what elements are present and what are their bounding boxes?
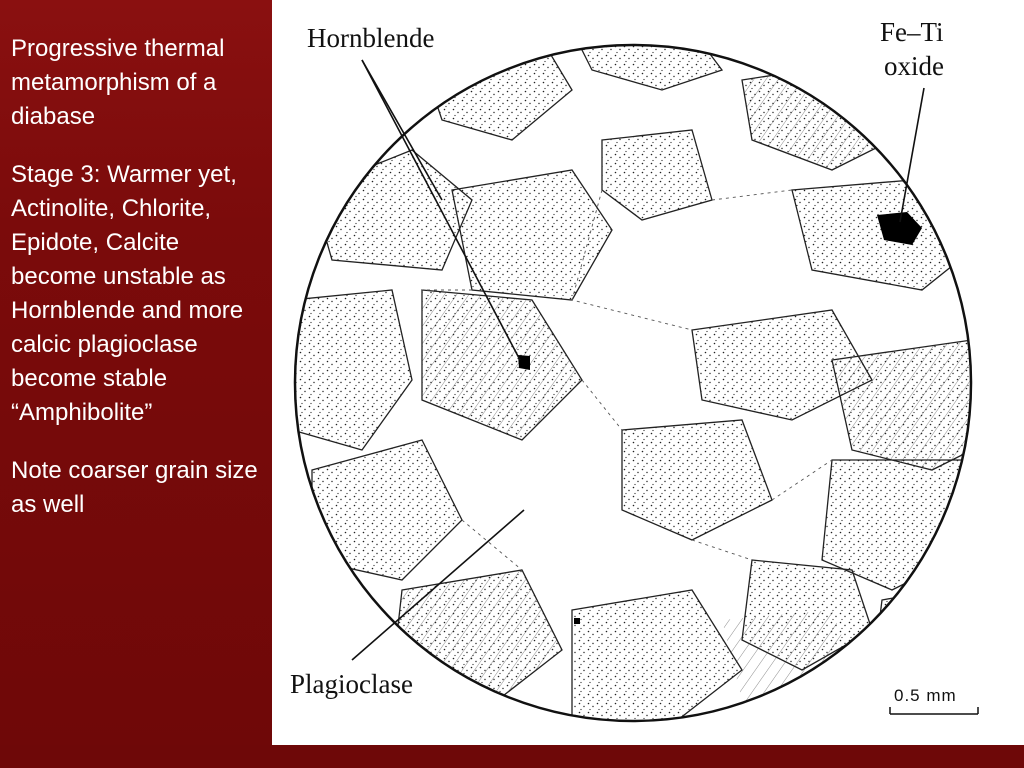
- text-panel: [0, 0, 272, 745]
- thin-section-figure: [272, 0, 1024, 745]
- scale-bar: [890, 707, 978, 714]
- scale-bar-label: 0.5 mm: [894, 686, 957, 705]
- thin-section-drawing: [272, 0, 1024, 745]
- grain-size-note-paragraph: Note coarser grain size as well: [11, 457, 258, 518]
- stage-description-paragraph: Stage 3: Warmer yet, Actinolite, Chlorite, Epidote, Calcite become unstable as Hornblende and more calcic plagioclase become stable “Amphibolite”: [11, 161, 244, 426]
- slide-title-paragraph: Progressive thermal metamorphism of a diabase: [11, 35, 225, 130]
- hornblende-label: Hornblende: [307, 23, 435, 53]
- bottom-strip: [0, 745, 1024, 768]
- fe-ti-label-line1: Fe–Ti: [880, 17, 944, 47]
- fe-ti-label-line2: oxide: [884, 51, 944, 81]
- slide-text: [11, 32, 261, 546]
- plagioclase-label: Plagioclase: [290, 669, 413, 699]
